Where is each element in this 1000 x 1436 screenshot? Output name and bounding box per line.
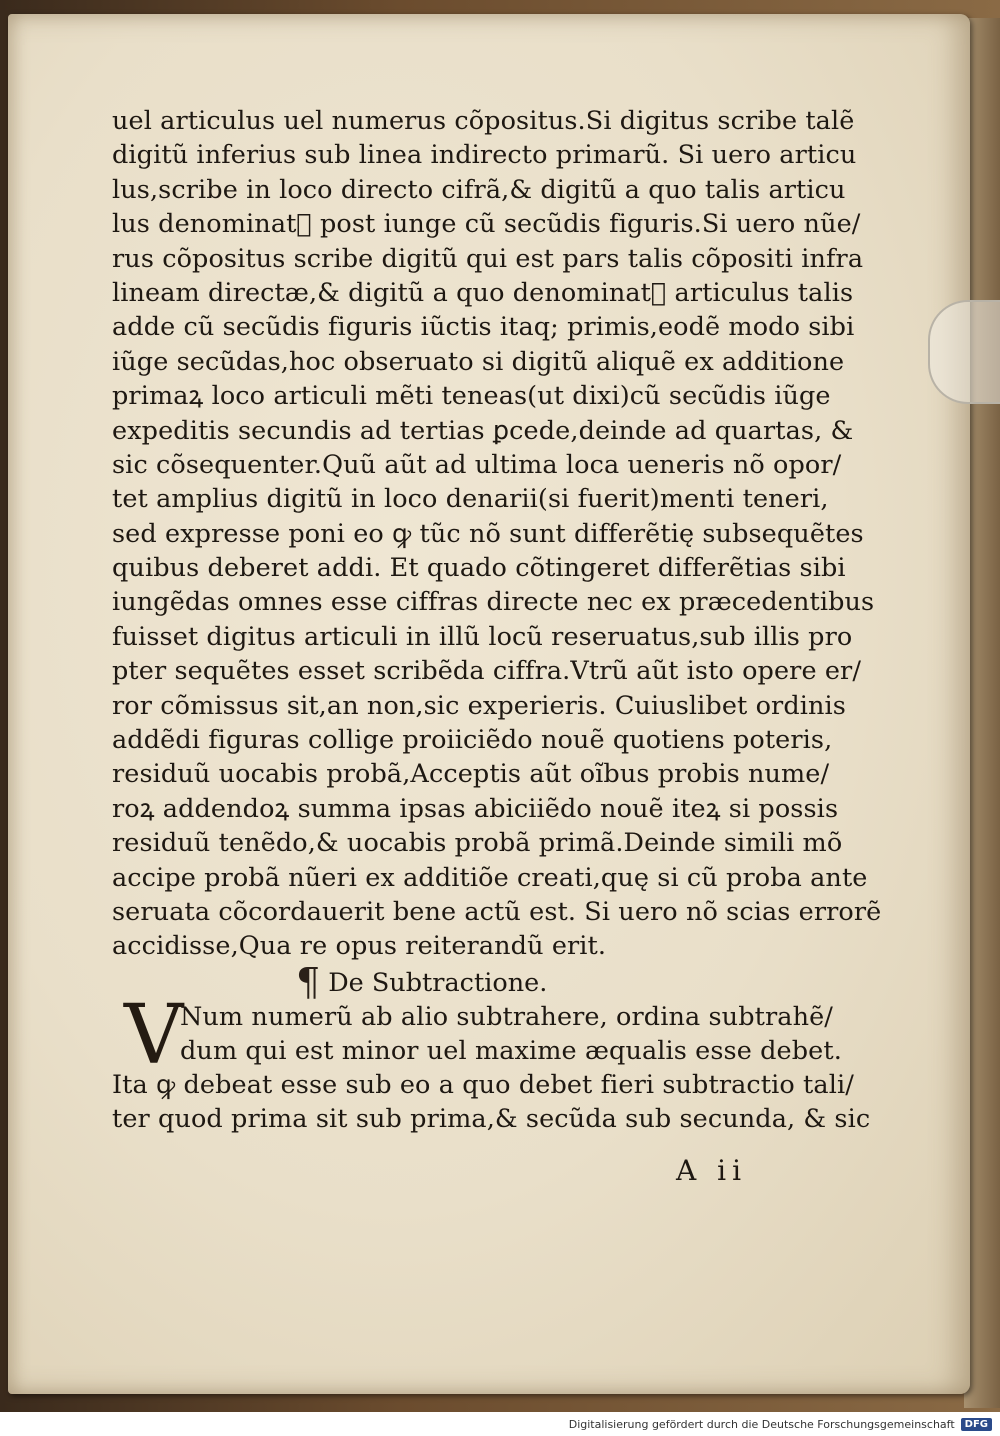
text-line: dum qui est minor uel maxime æqualis esse debet. [180,1036,842,1067]
text-line: expeditis secundis ad tertias ꝑcede,deinde ad quartas, & [112,415,854,446]
text-line: lineam directæ,& digitũ a quo denominatᷓ articulus talis [112,277,854,308]
text-line: quibus deberet addi. Et quado cõtingeret differẽtias sibi [112,553,846,584]
text-line: lus denominatᷓ post iunge cũ secũdis figuris.Si uero nũe/ [112,209,861,240]
heading-text: De Subtractione. [328,967,548,998]
text-line: rus cõpositus scribe digitũ qui est pars talis cõpositi infra [112,243,864,274]
clip-tab [928,300,1000,404]
text-line: iũge secũdas,hoc obseruato si digitũ aliquẽ ex additione [112,346,845,377]
paragraph-subtraction [112,1068,871,1137]
text-line: Ita ꝙ debeat esse sub eo a quo debet fieri subtractio tali/ [112,1069,854,1100]
text-line: iungẽdas omnes esse ciffras directe nec ex præcedentibus [112,587,875,618]
drop-cap-initial: V [124,987,184,1083]
text-line: uel articulus uel numerus cõpositus.Si digitus scribe talẽ [112,106,855,136]
dropcap-lines [112,1000,842,1069]
text-line: digitũ inferius sub linea indirecto primarũ. Si uero articu [112,140,857,171]
footer-credit: Digitalisierung gefördert durch die Deutsche Forschungsgemeinschaft [568,1417,955,1431]
paragraph-subtraction-opening [112,987,842,1083]
text-line: addẽdi figuras collige proiiciẽdo nouẽ quotiens poteris, [112,725,833,756]
footer-bar [0,1412,1000,1436]
pilcrow-icon: ¶ [296,959,321,1004]
page-text [112,104,882,1137]
text-line: Num numerũ ab alio subtrahere, ordina subtrahẽ/ [180,1001,833,1032]
text-line: sed expresse poni eo ꝙ tũc nõ sunt differẽtię subsequẽtes [112,518,864,549]
text-line: fuisset digitus articuli in illũ locũ reseruatus,sub illis pro [112,621,853,652]
text-line: pter sequẽtes esset scribẽda ciffra.Vtrũ aũt isto opere er/ [112,656,862,687]
text-line: roꝝ addendoꝝ summa ipsas abiciiẽdo nouẽ iteꝝ si possis [112,793,839,824]
text-line: primaꝝ loco articuli mẽti teneas(ut dixi)cũ secũdis iũge [112,381,831,412]
text-line: residuũ tenẽdo,& uocabis probã primã.Deinde simili mõ [112,828,843,859]
section-heading [112,959,802,1004]
paragraph-addition [112,104,882,964]
text-line: tet amplius digitũ in loco denarii(si fuerit)menti teneri, [112,484,829,515]
text-line: lus,scribe in loco directo cifrã,& digitũ a quo talis articu [112,174,846,205]
text-line: residuũ uocabis probã,Acceptis aũt oĩbus probis nume/ [112,759,830,790]
signature-mark: A ii [676,1154,748,1187]
text-line: seruata cõcordauerit bene actũ est. Si uero nõ scias errorẽ [112,896,882,927]
dfg-logo: DFG [961,1418,992,1431]
text-line: accidisse,Qua re opus reiterandũ erit. [112,931,607,962]
text-line: ror cõmissus sit,an non,sic experieris. Cuiuslibet ordinis [112,690,846,721]
text-line: adde cũ secũdis figuris iũctis itaq; primis,eodẽ modo sibi [112,312,855,343]
text-line: accipe probã nũeri ex additiõe creati,quę si cũ proba ante [112,862,868,893]
text-line: sic cõsequenter.Quũ aũt ad ultima loca ueneris nõ opor/ [112,449,842,480]
text-line: ter quod prima sit sub prima,& secũda sub secunda, & sic [112,1104,871,1135]
